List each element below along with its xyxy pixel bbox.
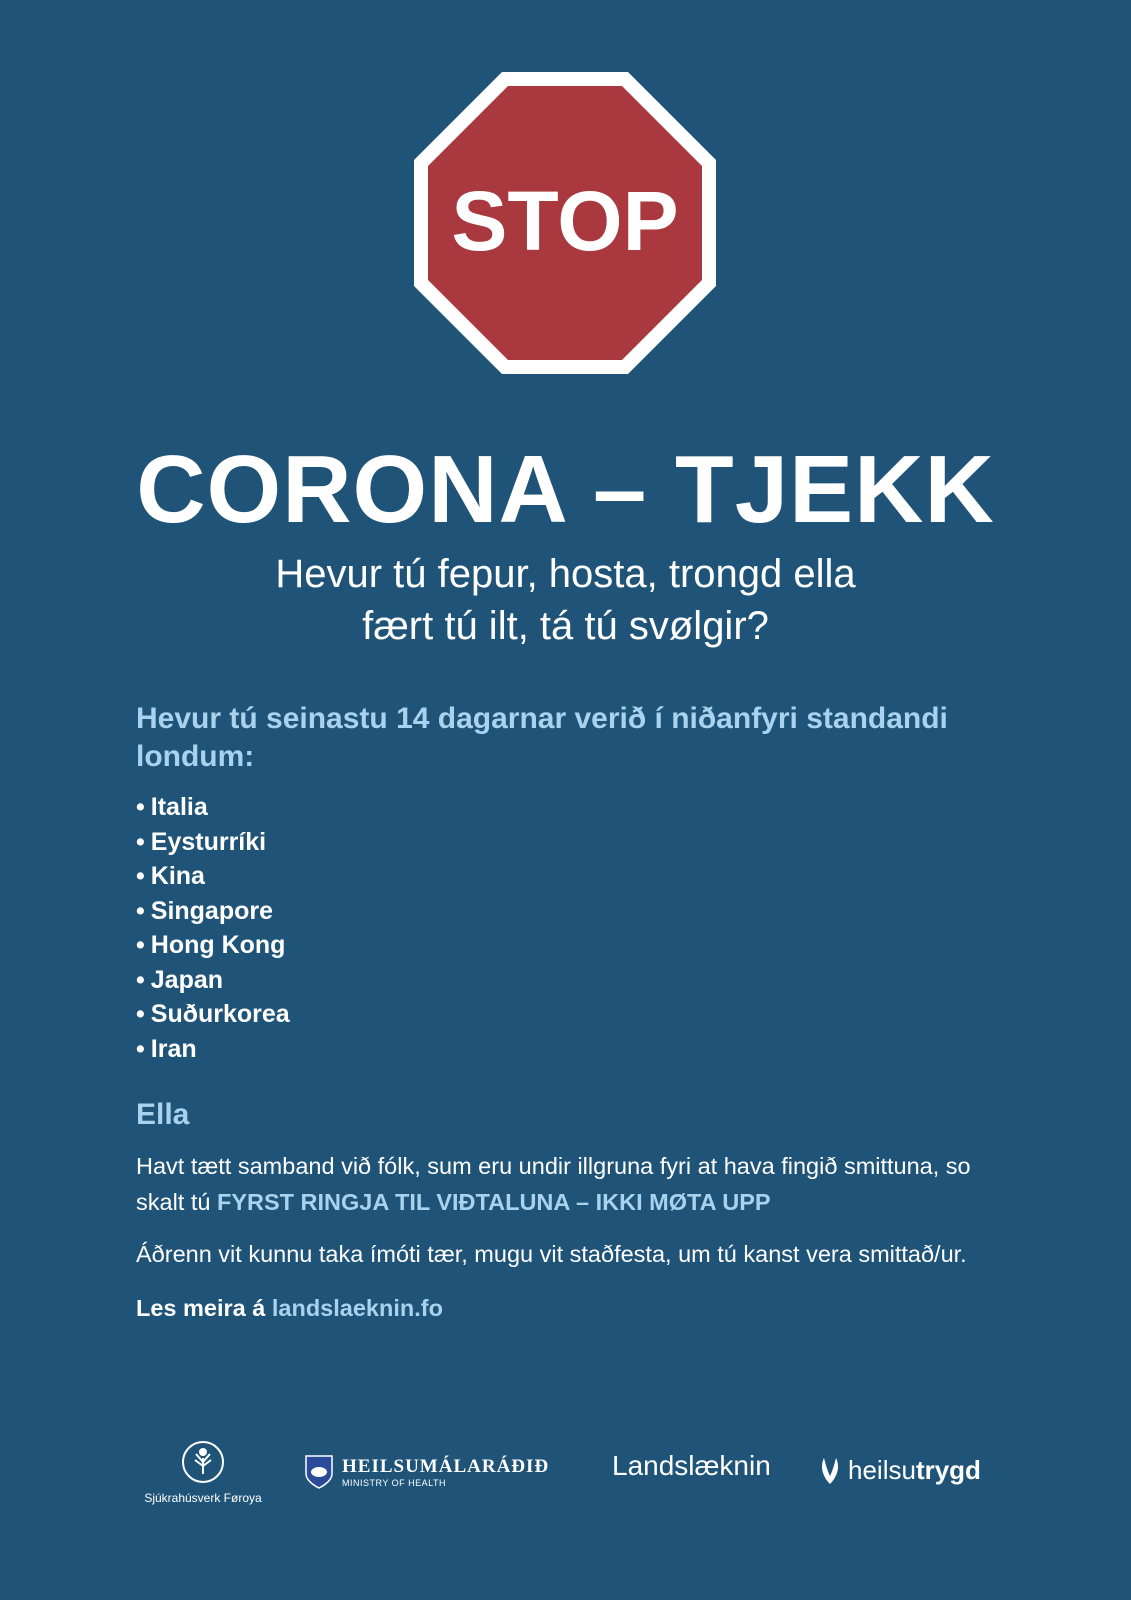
sjukrahusverk-logo bbox=[138, 1440, 268, 1505]
list-item: • Eysturríki bbox=[136, 825, 1016, 860]
stop-sign bbox=[414, 72, 716, 374]
heilsutrygd-light: heilsu bbox=[848, 1454, 916, 1485]
read-more bbox=[136, 1290, 1016, 1326]
list-item: • Singapore bbox=[136, 894, 1016, 929]
main-content bbox=[136, 700, 1016, 1326]
country-list bbox=[136, 790, 1016, 1066]
list-item: • Iran bbox=[136, 1032, 1016, 1067]
call-first-highlight: FYRST RINGJA TIL VIÐTALUNA – IKKI MØTA UPP bbox=[216, 1189, 771, 1215]
question-heading: Hevur tú seinastu 14 dagarnar verið í niðanfyri standandi londum: bbox=[136, 702, 948, 773]
heilsumalaradid-logo bbox=[304, 1454, 549, 1490]
stop-text: STOP bbox=[451, 174, 679, 268]
heilsumalaradid-sub: MINISTRY OF HEALTH bbox=[342, 1478, 447, 1488]
page-title: CORONA – TJEKK bbox=[136, 436, 995, 543]
heilsutrygd-logo bbox=[818, 1454, 981, 1486]
list-item: • Kina bbox=[136, 859, 1016, 894]
landslaeknin-link[interactable]: landslaeknin.fo bbox=[271, 1295, 443, 1321]
contact-paragraph-text: Havt tætt samband við fólk, sum eru undir illgruna fyri at hava fingið smittuna, so skalt tú bbox=[136, 1153, 971, 1215]
sjukrahusverk-caption: Sjúkrahúsverk Føroya bbox=[144, 1491, 262, 1505]
ram-shield-icon bbox=[304, 1454, 334, 1490]
leaf-icon bbox=[818, 1454, 842, 1486]
subtitle-line-1: Hevur tú fepur, hosta, trongd ella bbox=[275, 552, 856, 596]
landslaeknin-wordmark: Landslæknin bbox=[612, 1450, 771, 1481]
subtitle-line-2: fært tú ilt, tá tú svølgir? bbox=[362, 604, 769, 648]
landslaeknin-logo bbox=[612, 1450, 771, 1482]
ella-heading: Ella bbox=[136, 1098, 190, 1131]
heilsumalaradid-name: HEILSUMÁLARÁÐIÐ bbox=[342, 1456, 550, 1477]
list-item: • Hong Kong bbox=[136, 928, 1016, 963]
confirm-paragraph: Áðrenn vit kunnu taka ímóti tær, mugu vit staðfesta, um tú kanst vera smittað/ur. bbox=[136, 1241, 967, 1267]
logo-footer bbox=[0, 1440, 1131, 1510]
contact-paragraph bbox=[136, 1148, 1016, 1220]
list-item: • Italia bbox=[136, 790, 1016, 825]
read-more-prefix: Les meira á bbox=[136, 1295, 272, 1321]
tree-emblem-icon bbox=[181, 1440, 225, 1484]
subtitle bbox=[0, 548, 1131, 652]
list-item: • Japan bbox=[136, 963, 1016, 998]
list-item: • Suðurkorea bbox=[136, 997, 1016, 1032]
heilsutrygd-bold: trygd bbox=[915, 1454, 981, 1485]
